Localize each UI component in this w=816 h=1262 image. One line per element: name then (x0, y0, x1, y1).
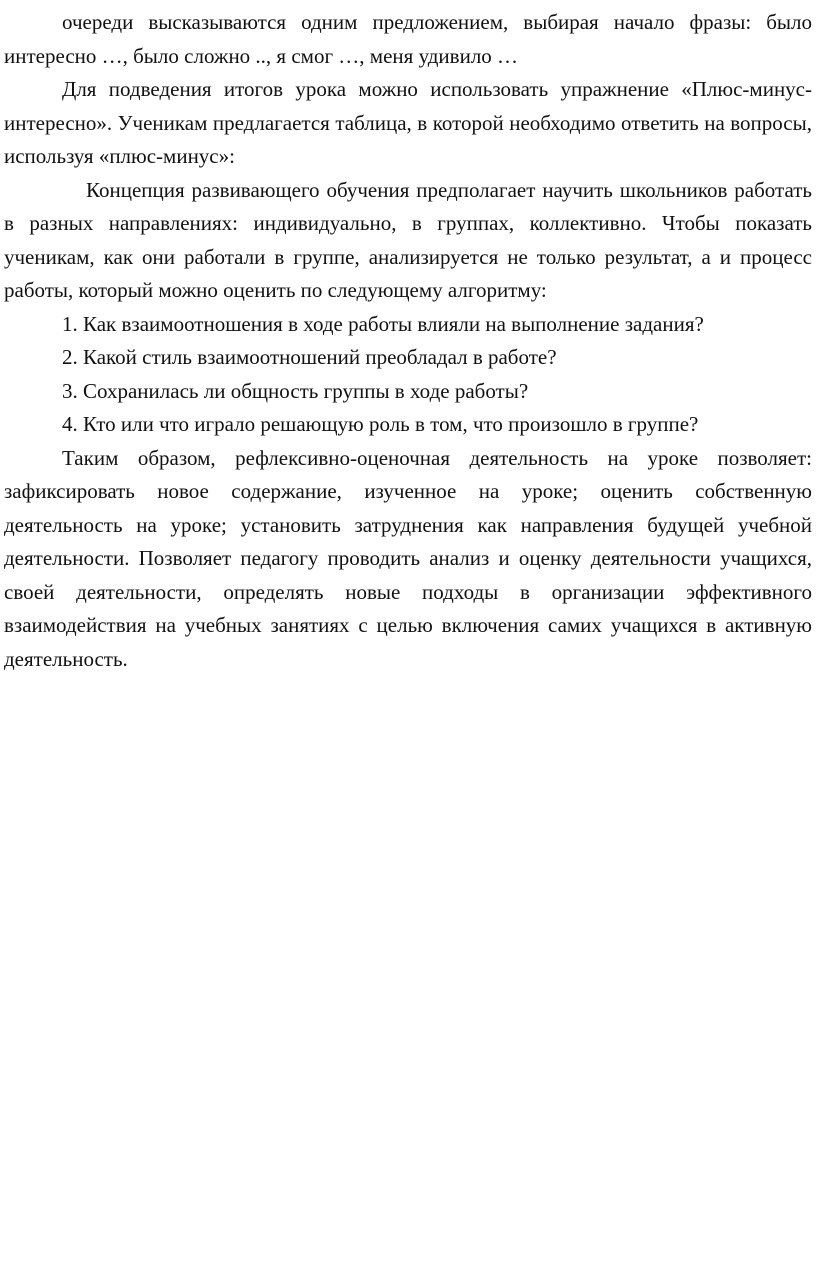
list-item-question-1: 1. Как взаимоотношения в ходе работы влияли на выполнение задания? (62, 311, 704, 336)
paragraph-intro-phrases: очереди высказываются одним предложением, выбирая начало фразы: было интересно …, было сложно .., я смог …, меня удивило … (4, 10, 812, 68)
list-item-question-4: 4. Кто или что играло решающую роль в том, что произошло в группе? (62, 412, 699, 436)
list-item-question-2: 2. Какой стиль взаимоотношений преобладал в работе? (62, 345, 557, 369)
paragraph-conclusion: Таким образом, рефлексивно-оценочная деятельность на уроке позволяет: зафиксировать новое содержание, изученное на уроке; оценить собственную деятельность на уроке; установить затруднения как направления будущей учебной деятельности. Позволяет педагогу проводить анализ и оценку деятельности учащихся, своей деятельности, определять новые подходы в организации эффективного взаимодействия на учебных занятиях с целью включения самих учащихся в активную деятельность. (4, 445, 812, 671)
paragraph-plus-minus-exercise: Для подведения итогов урока можно использовать упражнение «Плюс-минус-интересно». Ученикам предлагается таблица, в которой необходимо ответить на вопросы, используя «плюс-минус»: (4, 77, 812, 168)
list-item-question-3: 3. Сохранилась ли общность группы в ходе работы? (62, 378, 529, 403)
document-body (4, 6, 812, 676)
paragraph-developmental-learning: Концепция развивающего обучения предполагает научить школьников работать в разных направлениях: индивидуально, в группах, коллективно. Чтобы показать ученикам, как они работали в группе, анализируется не только результат, а и процесс работы, который можно оценить по следующему алгоритму: (4, 177, 812, 302)
